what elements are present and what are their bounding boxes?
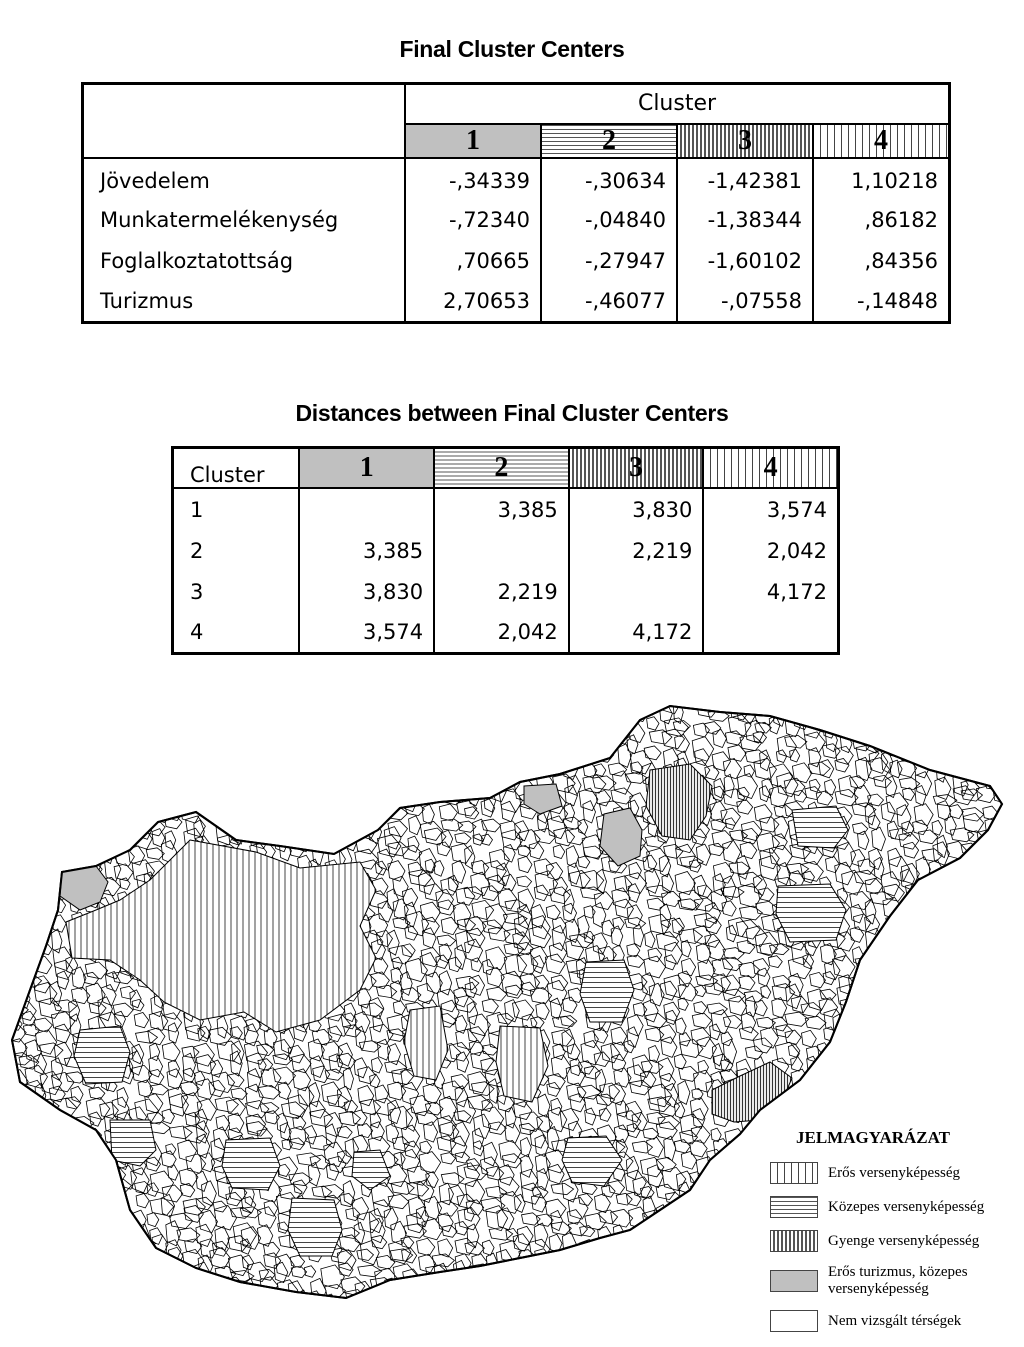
distance-header-1: 1 <box>299 448 434 489</box>
cell-value: -1,60102 <box>677 241 813 282</box>
cluster-header-3: 3 <box>677 124 813 158</box>
legend-label: Erős turizmus, közepes versenyképesség <box>828 1264 968 1297</box>
region-medium <box>74 1026 130 1084</box>
distance-header-4: 4 <box>703 448 838 489</box>
row-label: 2 <box>173 530 300 571</box>
corner-cell <box>83 84 406 158</box>
distance-header-3: 3 <box>569 448 704 489</box>
cell-value: 2,042 <box>703 530 838 571</box>
cell-value: 3,385 <box>434 488 569 530</box>
cell-value: -,14848 <box>813 282 950 323</box>
table-row <box>173 571 839 612</box>
legend-label: Erős versenyképesség <box>828 1164 961 1181</box>
cell-value: 3,574 <box>703 488 838 530</box>
legend-item <box>770 1264 1024 1298</box>
cell-value: ,70665 <box>456 249 530 273</box>
row-label: Munkatermelékenység <box>83 200 406 241</box>
cell-value: -,07558 <box>677 282 813 323</box>
table-row <box>83 158 950 200</box>
cell-value: 3,385 <box>362 538 424 563</box>
cell-value: 3,830 <box>362 579 424 604</box>
cell-value: -,30634 <box>541 158 677 200</box>
cell-value: ,84356 <box>813 241 950 282</box>
row-label: 3 <box>173 571 300 612</box>
legend-swatch-solid-gray <box>770 1270 818 1292</box>
table-row <box>173 612 839 653</box>
cell-value: 2,70653 <box>443 289 530 314</box>
cell-value: -,72340 <box>448 208 530 232</box>
region-medium <box>288 1198 342 1256</box>
row-label: Jövedelem <box>83 158 406 200</box>
distances-table <box>171 446 840 655</box>
cell-value: 1,10218 <box>813 158 950 200</box>
distance-header-2: 2 <box>434 448 569 489</box>
final-cluster-centers-table <box>81 82 951 324</box>
cell-value: 4,172 <box>569 612 704 653</box>
legend-label: Nem vizsgált térségek <box>828 1312 962 1329</box>
cell-value: -,04840 <box>541 200 677 241</box>
cell-value: -,27947 <box>541 241 677 282</box>
legend-label: Közepes versenyképesség <box>828 1198 985 1215</box>
cell-value: -,34339 <box>448 169 530 193</box>
cell-value: -1,38344 <box>677 200 813 241</box>
corner-label: Cluster <box>173 448 300 489</box>
cell-value: 2,219 <box>434 571 569 612</box>
legend-swatch-vertical-sparse <box>770 1162 818 1184</box>
cluster-header-1: 1 <box>405 124 541 158</box>
cell-value: 4,172 <box>703 571 838 612</box>
cluster-header-2: 2 <box>541 124 677 158</box>
distances-title: Distances between Final Cluster Centers <box>295 400 729 426</box>
final-cluster-centers-title: Final Cluster Centers <box>399 36 625 62</box>
cell-value: 2,219 <box>569 530 704 571</box>
row-label: 1 <box>173 488 300 530</box>
region-medium <box>222 1138 280 1190</box>
legend-item <box>770 1162 1024 1184</box>
cell-value <box>434 530 569 571</box>
legend-item <box>770 1310 1024 1332</box>
cluster-header-4: 4 <box>813 124 950 158</box>
legend-swatch-vertical-dense <box>770 1230 818 1252</box>
row-label: Foglalkoztatottság <box>83 241 406 282</box>
row-label: 4 <box>173 612 300 653</box>
cell-value: -,46077 <box>541 282 677 323</box>
cell-value: ,86182 <box>813 200 950 241</box>
legend-swatch-horizontal <box>770 1196 818 1218</box>
cell-value <box>569 571 704 612</box>
legend-swatch-white <box>770 1310 818 1332</box>
map-legend <box>770 1128 1024 1344</box>
cell-value: -1,42381 <box>677 158 813 200</box>
legend-title: JELMAGYARÁZAT <box>796 1128 950 1147</box>
legend-label: Gyenge versenyképesség <box>828 1232 980 1249</box>
table-row <box>83 282 950 323</box>
cell-value <box>703 612 838 653</box>
cluster-group-header: Cluster <box>405 84 950 124</box>
cell-value: 2,042 <box>434 612 569 653</box>
table-row <box>83 241 950 282</box>
row-label: Turizmus <box>83 282 406 323</box>
table-row <box>83 200 950 241</box>
table-row <box>173 530 839 571</box>
region-medium <box>580 960 634 1022</box>
region-medium <box>776 884 846 942</box>
cell-value <box>299 488 434 530</box>
table-row <box>173 488 839 530</box>
legend-item <box>770 1196 1024 1218</box>
legend-item <box>770 1230 1024 1252</box>
cell-value: 3,830 <box>569 488 704 530</box>
cell-value: 3,574 <box>362 619 424 644</box>
